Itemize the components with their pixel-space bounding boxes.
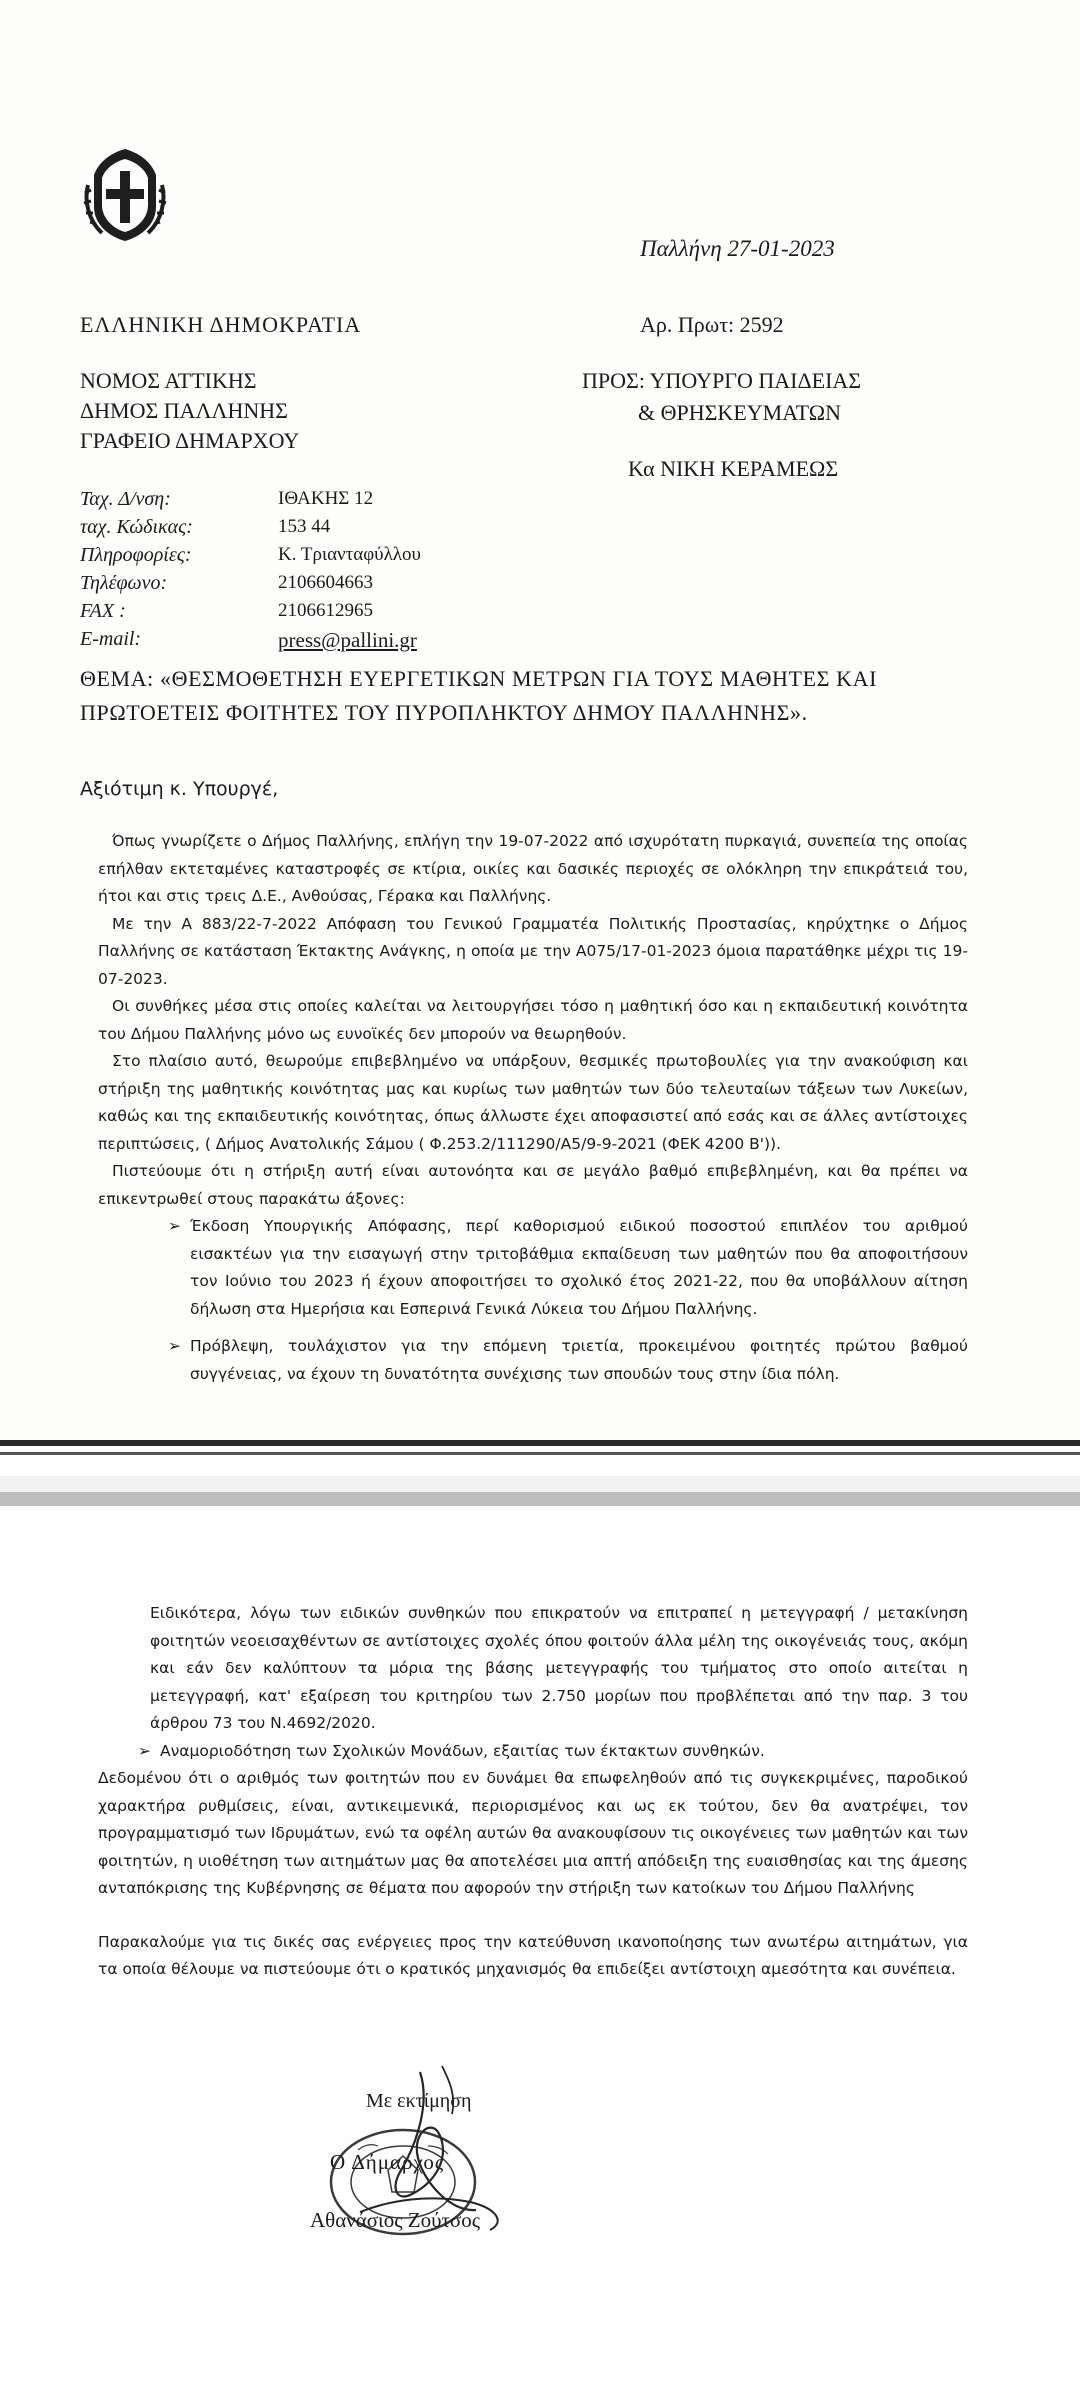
postcode-label: ταχ. Κώδικας: bbox=[80, 516, 193, 538]
scan-divider bbox=[0, 1476, 1080, 1492]
recipient-line-2: & ΘΡΗΣΚΕΥΜΑΤΩΝ bbox=[638, 400, 841, 425]
bullet-student-relocation: ➢ Πρόβλεψη, τουλάχιστον για την επόμενη τριετία, προκειμένου φοιτητές πρώτου βαθμού συγγένειας, να έχουν τη δυνατότητα συνέχισης των σπουδών τους στην ίδια πόλη. bbox=[168, 1333, 968, 1388]
paragraph-transfer: Ειδικότερα, λόγω των ειδικών συνθηκών που επικρατούν να επιτραπεί η μετεγγραφή / μετακίνηση φοιτητών νεοεισαχθέντων σε αντίστοιχες σχολές όπου φοιτούν άλλα μέλη της οικογένειάς τους, ακόμη και εάν δεν καλύπτουν τα μόρια της βάσης μετεγγραφής του τμήματος στο οποίο αιτείται η μετεγγραφή, κατ' εξαίρεση του κριτηρίου των 2.750 μορίων που προβλέπεται από την παρ. 3 του άρθρου 73 του Ν.4692/2020. bbox=[150, 1604, 968, 1732]
signatory-title: Ο Δήμαρχος bbox=[330, 2150, 445, 2174]
phone-label: Τηλέφωνο: bbox=[80, 572, 168, 594]
protocol-number: Αρ. Πρωτ: 2592 bbox=[640, 312, 784, 337]
issuer-municipality: ΔΗΜΟΣ ΠΑΛΛΗΝΗΣ bbox=[80, 398, 288, 423]
scan-divider bbox=[0, 1452, 1080, 1455]
fax-value: 2106612965 bbox=[278, 600, 373, 621]
letter-subject: ΘΕΜΑ: «ΘΕΣΜΟΘΕΤΗΣΗ ΕΥΕΡΓΕΤΙΚΩΝ ΜΕΤΡΩΝ ΓΙΑ ΤΟΥΣ ΜΑΘΗΤΕΣ ΚΑΙ ΠΡΩΤΟΕΤΕΙΣ ΦΟΙΤΗΤΕΣ ΤΟΥ ΠΥΡΟΠΛΗΚΤΟΥ ΔΗΜΟΥ ΠΑΛΛΗΝΗΣ». bbox=[80, 666, 878, 725]
letter-date: Παλλήνη 27-01-2023 bbox=[640, 236, 835, 261]
scan-divider bbox=[0, 1492, 1080, 1506]
closing-phrase: Με εκτίμηση bbox=[366, 2090, 472, 2112]
email-label: E-mail: bbox=[80, 628, 142, 650]
bullet-school-rescoring: ➢ Αναμοριοδότηση των Σχολικών Μονάδων, εξαιτίας των έκτακτων συνθηκών. bbox=[138, 1738, 968, 1766]
address-value: ΙΘΑΚΗΣ 12 bbox=[278, 488, 374, 509]
letter-body-page-2 bbox=[98, 1600, 968, 1984]
bullet-ministerial-decision: ➢ Έκδοση Υπουργικής Απόφασης, περί καθορισμού ειδικού ποσοστού επιπλέον του αριθμού εισακτέων για την εισαγωγή στην τριτοβάθμια εκπαίδευση των μαθητών που θα αποφοιτήσουν τον Ιούνιο του 2023 ή έχουν αποφοιτήσει το σχολικό έτος 2021-22, που θα υποβάλλουν αίτηση δήλωση στα Ημερήσια και Εσπερινά Γενικά Λύκεια του Δήμου Παλλήνης. bbox=[168, 1213, 968, 1323]
paragraph-wildfire: Όπως γνωρίζετε ο Δήμος Παλλήνης, επλήγη την 19-07-2022 από ισχυρότατη πυρκαγιά, συνεπεία της οποίας επήλθαν εκτεταμένες καταστροφές σε κτίρια, οικίες και δασικές περιοχές σε ολόκληρη την επικράτειά του, ήτοι και στις τρεις Δ.Ε., Ανθούσας, Γέρακα και Παλλήνης. bbox=[98, 832, 968, 905]
phone-value: 2106604663 bbox=[278, 572, 373, 593]
paragraph-conditions: Οι συνθήκες μέσα στις οποίες καλείται να λειτουργήσει τόσο η μαθητική όσο και η εκπαιδευτική κοινότητα του Δήμου Παλλήνης μόνο ως ευνοϊκές δεν μπορούν να θεωρηθούν. bbox=[98, 997, 968, 1043]
paragraph-request: Παρακαλούμε για τις δικές σας ενέργειες προς την κατεύθυνση ικανοποίησης των ανωτέρω αιτημάτων, για τα οποία θέλουμε να πιστεύουμε ότι ο κρατικός μηχανισμός θα επιδείξει αντίστοιχη αμεσότητα και συνέπεια. bbox=[98, 1932, 968, 1978]
info-contact-value: Κ. Τριανταφύλλου bbox=[278, 544, 421, 565]
address-label: Ταχ. Δ/νση: bbox=[80, 488, 171, 510]
republic-heading: ΕΛΛΗΝΙΚΗ ΔΗΜΟΚΡΑΤΙΑ bbox=[80, 312, 362, 337]
scan-divider bbox=[0, 1460, 1080, 1476]
postcode-value: 153 44 bbox=[278, 516, 331, 537]
paragraph-benefits: Δεδομένου ότι ο αριθμός των φοιτητών που εν δυνάμει θα επωφεληθούν από τις συγκεκριμένες, παροδικού χαρακτήρα ρυθμίσεις, είναι, αντικειμενικά, περιορισμένος και ως εκ τούτου, δεν θα ανατρέψει, τον προγραμματισμό των Ιδρυμάτων, ενώ τα οφέλη αυτών θα ανακουφίσουν τις οικογένειες των μαθητών και των φοιτητών, η υιοθέτηση των αιτημάτων μας θα αποτελέσει μια απτή απόδειξη της ευαισθησίας και της άμεσης ανταπόκρισης της Κυβέρνησης σε θέματα που αφορούν την στήριξη των κατοίκων του Δήμου Παλλήνης bbox=[98, 1769, 968, 1897]
salutation: Αξιότιμη κ. Υπουργέ, bbox=[80, 778, 279, 800]
paragraph-initiatives: Στο πλαίσιο αυτό, θεωρούμε επιβεβλημένο να υπάρξουν, θεσμικές πρωτοβουλίες για την ανακούφιση και στήριξη της μαθητικής κοινότητας μας και κυρίως των μαθητών των δύο τελευταίων τάξεων των Λυκείων, καθώς και της εκπαιδευτικής κοινότητας, όπως άλλωστε έχει αποφασιστεί από εσάς και σε άλλες αντίστοιχες περιπτώσεις, ( Δήμος Ανατολικής Σάμου ( Φ.253.2/111290/Α5/9-9-2021 (ΦΕΚ 4200 Β')). bbox=[98, 1052, 968, 1153]
info-contact-label: Πληροφορίες: bbox=[80, 544, 192, 566]
recipient-line-1: ΠΡΟΣ: ΥΠΟΥΡΓΟ ΠΑΙΔΕΙΑΣ bbox=[582, 368, 862, 393]
issuer-office: ΓΡΑΦΕΙΟ ΔΗΜΑΡΧΟΥ bbox=[80, 428, 300, 453]
letter-body-page-1 bbox=[98, 828, 968, 1388]
email-link[interactable]: press@pallini.gr bbox=[278, 628, 417, 652]
handwritten-signature bbox=[300, 2062, 560, 2262]
issuer-prefecture: ΝΟΜΟΣ ΑΤΤΙΚΗΣ bbox=[80, 368, 257, 393]
paragraph-emergency-decision: Με την Α 883/22-7-2022 Απόφαση του Γενικού Γραμματέα Πολιτικής Προστασίας, κηρύχτηκε ο Δήμος Παλλήνης σε κατάσταση Έκτακτης Ανάγκης, η οποία με την Α075/17-01-2023 όμοια παρατάθηκε μέχρι τις 19-07-2023. bbox=[98, 914, 968, 988]
paragraph-support-axes: Πιστεύουμε ότι η στήριξη αυτή είναι αυτονόητα και σε μεγάλο βαθμό επιβεβλημένη, και θα πρέπει να επικεντρωθεί στους παρακάτω άξονες: bbox=[98, 1162, 968, 1208]
greek-coat-of-arms-icon bbox=[80, 145, 170, 245]
fax-label: FAX : bbox=[80, 600, 126, 622]
recipient-name: Κα ΝΙΚΗ ΚΕΡΑΜΕΩΣ bbox=[628, 456, 839, 481]
scan-divider bbox=[0, 1440, 1080, 1446]
signatory-name: Αθανάσιος Ζούτσος bbox=[310, 2208, 481, 2232]
